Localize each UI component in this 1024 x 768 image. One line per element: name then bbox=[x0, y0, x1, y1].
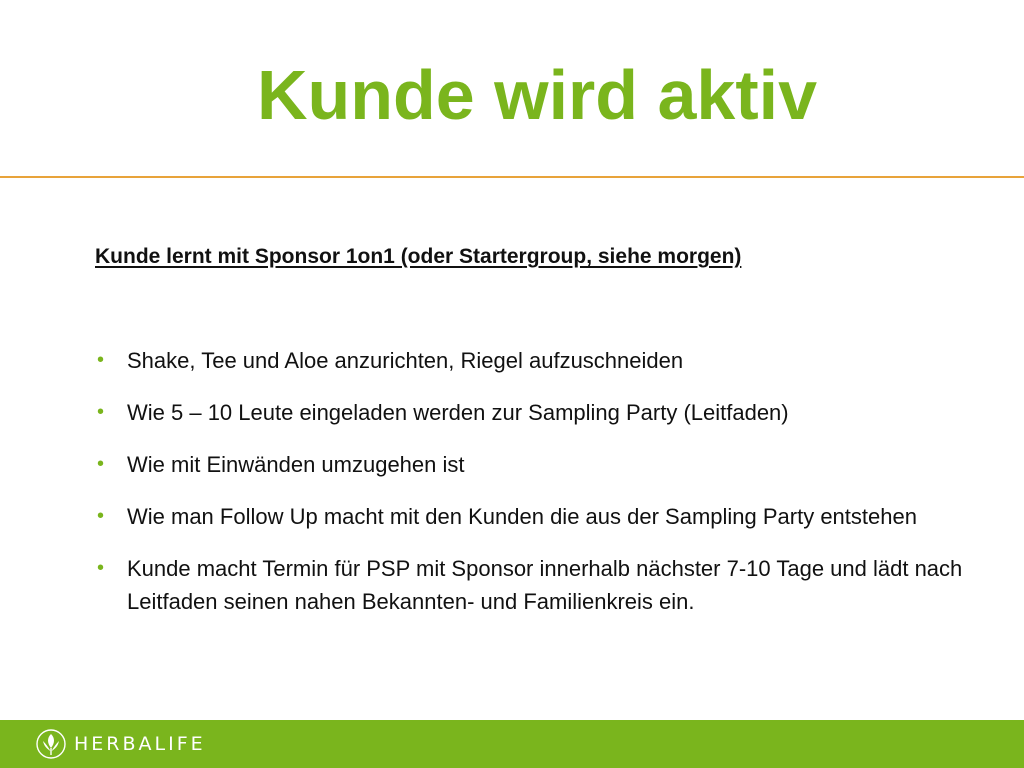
bullet-item bbox=[95, 500, 965, 533]
title-divider bbox=[0, 176, 1024, 178]
bullet-icon: • bbox=[97, 557, 105, 579]
bullet-text: Kunde macht Termin für PSP mit Sponsor innerhalb nächster 7-10 Tage und lädt nach Leitfaden seinen nahen Bekannten- und Familienkreis ein. bbox=[127, 556, 963, 614]
brand-name: HERBALIFE bbox=[74, 733, 206, 755]
bullet-text: Shake, Tee und Aloe anzurichten, Riegel aufzuschneiden bbox=[127, 348, 684, 373]
bullet-icon: • bbox=[97, 505, 105, 527]
bullet-item bbox=[95, 448, 965, 481]
footer-bar bbox=[0, 720, 1024, 768]
bullet-text: Wie mit Einwänden umzugehen ist bbox=[127, 452, 465, 477]
bullet-text: Wie 5 – 10 Leute eingeladen werden zur Sampling Party (Leitfaden) bbox=[127, 400, 789, 425]
bullet-item bbox=[95, 396, 965, 429]
bullet-list bbox=[95, 344, 965, 637]
bullet-icon: • bbox=[97, 401, 105, 423]
bullet-icon: • bbox=[97, 349, 105, 371]
herbalife-logo bbox=[36, 728, 206, 760]
slide-title: Kunde wird aktiv bbox=[256, 56, 818, 134]
slide-subheading: Kunde lernt mit Sponsor 1on1 (oder Startergroup, siehe morgen) bbox=[95, 245, 742, 268]
bullet-text: Wie man Follow Up macht mit den Kunden die aus der Sampling Party entstehen bbox=[127, 504, 917, 529]
bullet-icon: • bbox=[97, 453, 105, 475]
bullet-item bbox=[95, 552, 965, 618]
bullet-item bbox=[95, 344, 965, 377]
herbalife-leaf-icon bbox=[36, 729, 66, 759]
